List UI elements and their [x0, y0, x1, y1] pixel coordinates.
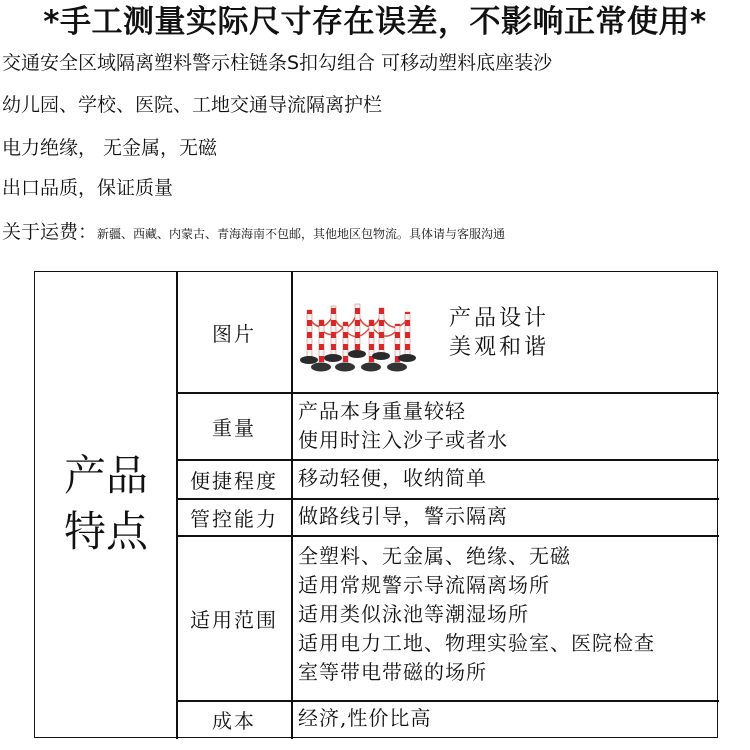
value-line: 适用类似泳池等潮湿场所 — [298, 602, 529, 626]
headline: *手工测量实际尺寸存在误差，不影响正常使用* — [43, 4, 707, 40]
row-value-scope — [298, 542, 718, 687]
row-label-control: 管控能力 — [190, 506, 278, 531]
intro-line-quality: 出口品质，保证质量 — [2, 177, 174, 199]
section-title — [35, 448, 177, 560]
shipping-note: 新疆、西藏、内蒙古、青海海南不包邮，其他地区包物流。具体请与客服沟通 — [97, 227, 506, 241]
intro-line-shipping — [2, 219, 505, 247]
row-label-convenience: 便捷程度 — [190, 468, 278, 493]
value-line: 室等带电带磁的场所 — [298, 660, 487, 684]
value-line: 产品本身重量较轻 — [298, 399, 466, 423]
row-value-convenience — [298, 464, 718, 493]
value-line: 全塑料、无金属、绝缘、无磁 — [298, 544, 571, 568]
intro-line-usage: 幼儿园、学校、医院、工地交通导流隔离护栏 — [2, 94, 383, 116]
value-line: 经济,性价比高 — [298, 706, 432, 730]
section-title-line: 产品 — [63, 451, 148, 500]
caption-line: 产品设计 — [449, 306, 550, 331]
shipping-label: 关于运费： — [2, 221, 98, 243]
value-line: 适用常规警示导流隔离场所 — [298, 573, 550, 597]
product-features-table — [34, 271, 718, 738]
row-label-picture: 图片 — [212, 321, 256, 346]
row-label-cost: 成本 — [212, 708, 256, 733]
intro-line-insulation: 电力绝缘， 无金属，无磁 — [2, 137, 218, 159]
table-divider — [291, 272, 293, 739]
value-line: 移动轻便，收纳简单 — [298, 466, 487, 490]
value-line: 使用时注入沙子或者水 — [298, 428, 508, 452]
value-line: 做路线引导，警示隔离 — [298, 504, 508, 528]
row-value-control — [298, 502, 718, 531]
section-title-line: 特点 — [63, 507, 148, 556]
product-image — [299, 296, 439, 376]
row-label-weight: 重量 — [212, 415, 256, 440]
row-value-weight — [298, 397, 718, 455]
row-label-scope: 适用范围 — [190, 607, 278, 632]
intro-line-title: 交通安全区域隔离塑料警示柱链条S扣勾组合 可移动塑料底座装沙 — [2, 52, 553, 74]
value-line: 适用电力工地、物理实验室、医院检查 — [298, 631, 655, 655]
picture-caption — [449, 304, 549, 362]
row-value-cost — [298, 704, 718, 733]
caption-line: 美观和谐 — [449, 335, 550, 360]
